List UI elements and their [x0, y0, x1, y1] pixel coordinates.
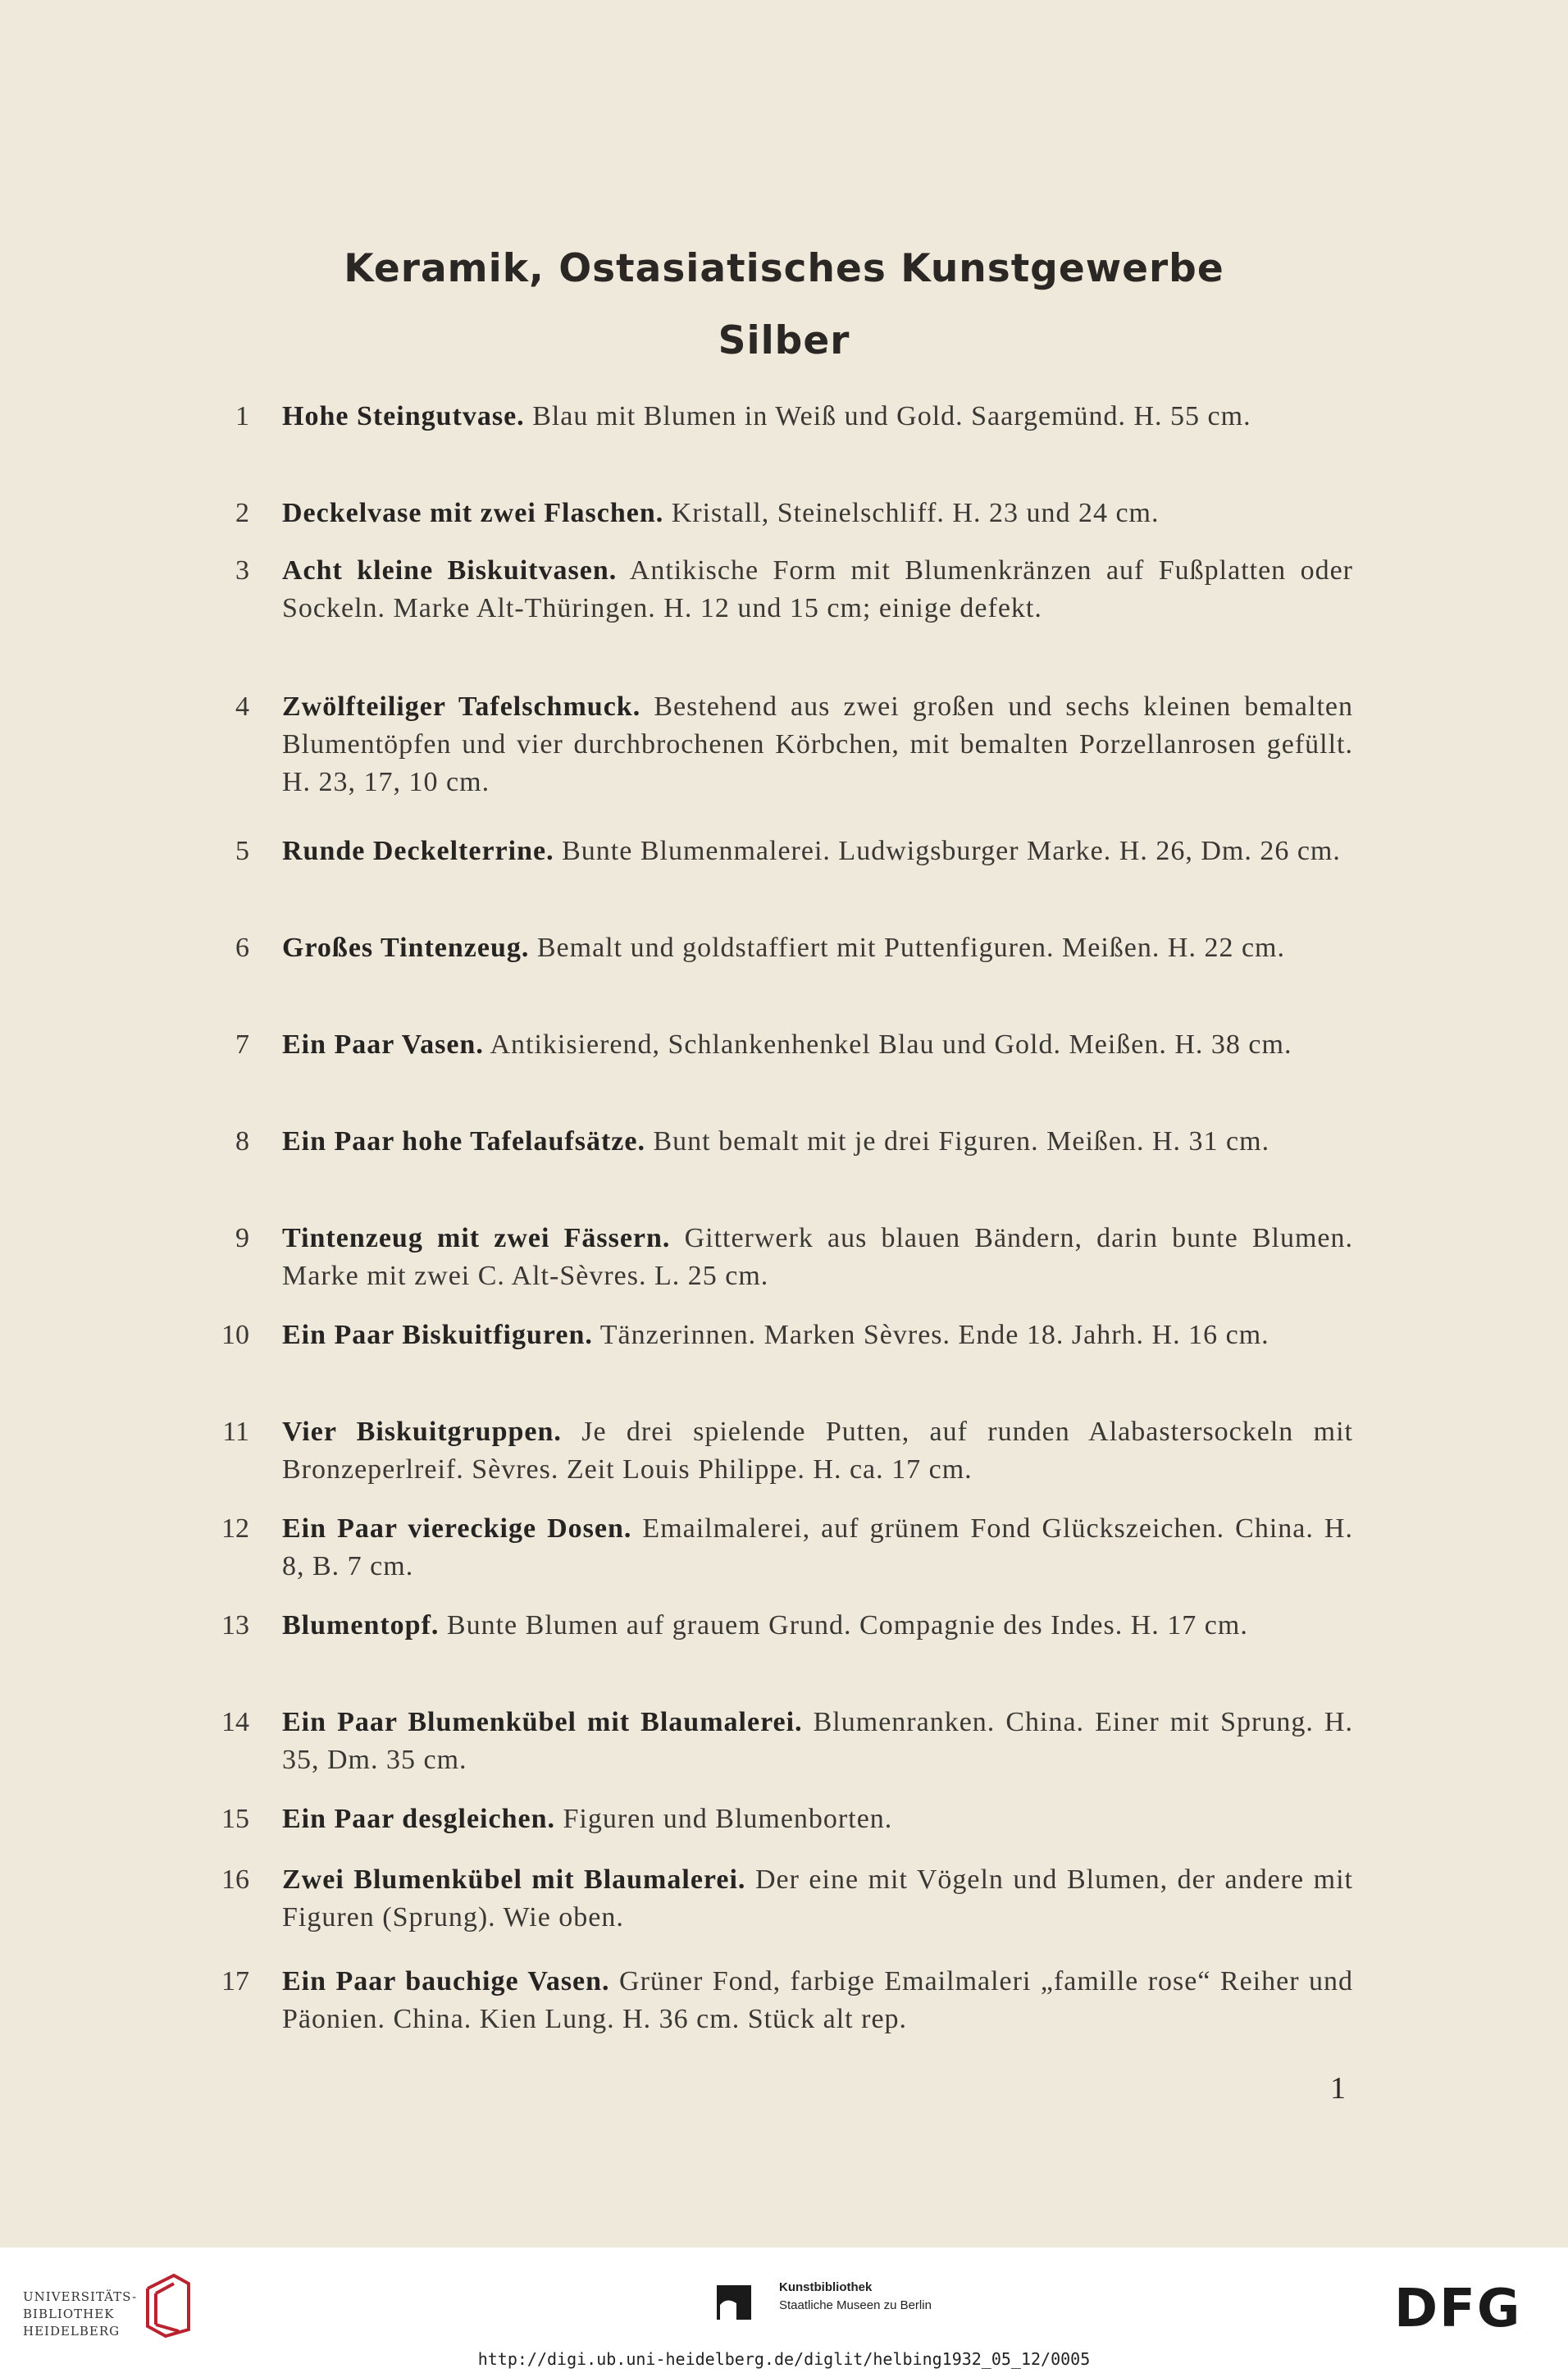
entry-number: 12	[221, 1513, 249, 1544]
entry-number: 11	[222, 1417, 249, 1447]
entry-title: Ein Paar bauchige Vasen.	[282, 1966, 610, 1997]
entry-description: Blumenranken. China. Einer mit Sprung. H. 35, Dm. 35 cm.	[282, 1707, 1353, 1775]
entry-title: Zwei Blumenkübel mit Blaumalerei.	[282, 1864, 746, 1895]
entry-description: Bunt bemalt mit je drei Figuren. Meißen. H. 31 cm.	[645, 1126, 1270, 1157]
entry-number: 14	[221, 1707, 249, 1737]
entry-title: Ein Paar Biskuitfiguren.	[282, 1320, 593, 1350]
ub-heidelberg-label: UNIVERSITÄTS- BIBLIOTHEK HEIDELBERG	[23, 2289, 138, 2339]
entry-number: 1	[235, 401, 249, 431]
entry-number: 16	[221, 1864, 249, 1895]
entry-title: Acht kleine Biskuitvasen.	[282, 555, 618, 586]
entry-title: Zwölfteiliger Tafelschmuck.	[282, 691, 641, 722]
entry-number: 3	[235, 555, 249, 586]
entry-description: Bunte Blumenmalerei. Ludwigsburger Marke. H. 26, Dm. 26 cm.	[554, 836, 1341, 866]
entry-description: Bestehend aus zwei großen und sechs kleinen bemalten Blumentöpfen und vier durchbrochenen Körbchen, mit bemalten Porzellanrosen gefüllt. H. 23, 17, 10 cm.	[282, 691, 1353, 797]
entry-title: Hohe Steingutvase.	[282, 401, 525, 431]
entry-description: Kristall, Steinelschliff. H. 23 und 24 cm.	[663, 498, 1160, 528]
kunstbibliothek-subtitle: Staatliche Museen zu Berlin	[779, 2298, 932, 2312]
permalink-url[interactable]: http://digi.ub.uni-heidelberg.de/diglit/helbing1932_05_12/0005	[477, 2349, 1091, 2369]
entry-title: Deckelvase mit zwei Flaschen.	[282, 498, 664, 528]
entry-number: 8	[235, 1126, 249, 1157]
entry-description: Bemalt und goldstaffiert mit Puttenfiguren. Meißen. H. 22 cm.	[529, 933, 1285, 963]
entry-description: Je drei spielende Putten, auf runden Alabastersockeln mit Bronzeperlreif. Sèvres. Zeit Louis Philippe. H. ca. 17 cm.	[282, 1417, 1353, 1485]
entry-title: Vier Biskuitgruppen.	[282, 1417, 562, 1447]
page-number: 1	[1330, 2071, 1346, 2106]
entry-number: 10	[221, 1320, 249, 1350]
entry-title: Tintenzeug mit zwei Fässern.	[282, 1223, 671, 1253]
page-title: Keramik, Ostasiatisches Kunstgewerbe	[344, 246, 1224, 291]
page-subtitle: Silber	[718, 318, 850, 363]
entry-description: Tänzerinnen. Marken Sèvres. Ende 18. Jahrh. H. 16 cm.	[592, 1320, 1269, 1350]
entry-description: Antikische Form mit Blumenkränzen auf Fußplatten oder Sockeln. Marke Alt-Thüringen. H. 12 und 15 cm; einige defekt.	[282, 555, 1353, 623]
entry-description: Emailmalerei, auf grünem Fond Glückszeichen. China. H. 8, B. 7 cm.	[282, 1513, 1353, 1581]
entry-title: Blumentopf.	[282, 1610, 440, 1641]
entry-title: Großes Tintenzeug.	[282, 933, 530, 963]
entry-number: 2	[235, 498, 249, 528]
entry-title: Ein Paar viereckige Dosen.	[282, 1513, 632, 1544]
entry-description: Antikisierend, Schlankenhenkel Blau und Gold. Meißen. H. 38 cm.	[483, 1029, 1292, 1060]
entry-number: 15	[221, 1804, 249, 1834]
ub-heidelberg-logo-icon	[141, 2272, 194, 2338]
kunstbibliothek-title: Kunstbibliothek	[779, 2280, 873, 2294]
entry-description: Bunte Blumen auf grauem Grund. Compagnie des Indes. H. 17 cm.	[439, 1610, 1248, 1641]
entry-description: Gitterwerk aus blauen Bändern, darin bunte Blumen. Marke mit zwei C. Alt-Sèvres. L. 25 cm.	[282, 1223, 1353, 1291]
entry-number: 4	[235, 691, 249, 722]
entry-title: Runde Deckelterrine.	[282, 836, 554, 866]
entry-number: 9	[235, 1223, 249, 1253]
entry-number: 13	[221, 1610, 249, 1641]
entry-description: Grüner Fond, farbige Emailmaleri „famille rose“ Reiher und Päonien. China. Kien Lung. H. 36 cm. Stück alt rep.	[282, 1966, 1353, 2034]
entry-number: 7	[235, 1029, 249, 1060]
entry-title: Ein Paar hohe Tafelaufsätze.	[282, 1126, 645, 1157]
entry-description: Figuren und Blumenborten.	[555, 1804, 893, 1834]
entry-description: Der eine mit Vögeln und Blumen, der andere mit Figuren (Sprung). Wie oben.	[282, 1864, 1353, 1933]
entry-number: 17	[221, 1966, 249, 1997]
dfg-logo: DFG	[1394, 2279, 1522, 2339]
entry-number: 6	[235, 933, 249, 963]
entry-title: Ein Paar Vasen.	[282, 1029, 484, 1060]
entry-description: Blau mit Blumen in Weiß und Gold. Saargemünd. H. 55 cm.	[524, 401, 1251, 431]
kunstbibliothek-logo-icon	[717, 2285, 751, 2320]
entry-number: 5	[235, 836, 249, 866]
entry-title: Ein Paar Blumenkübel mit Blaumalerei.	[282, 1707, 803, 1737]
entry-title: Ein Paar desgleichen.	[282, 1804, 555, 1834]
